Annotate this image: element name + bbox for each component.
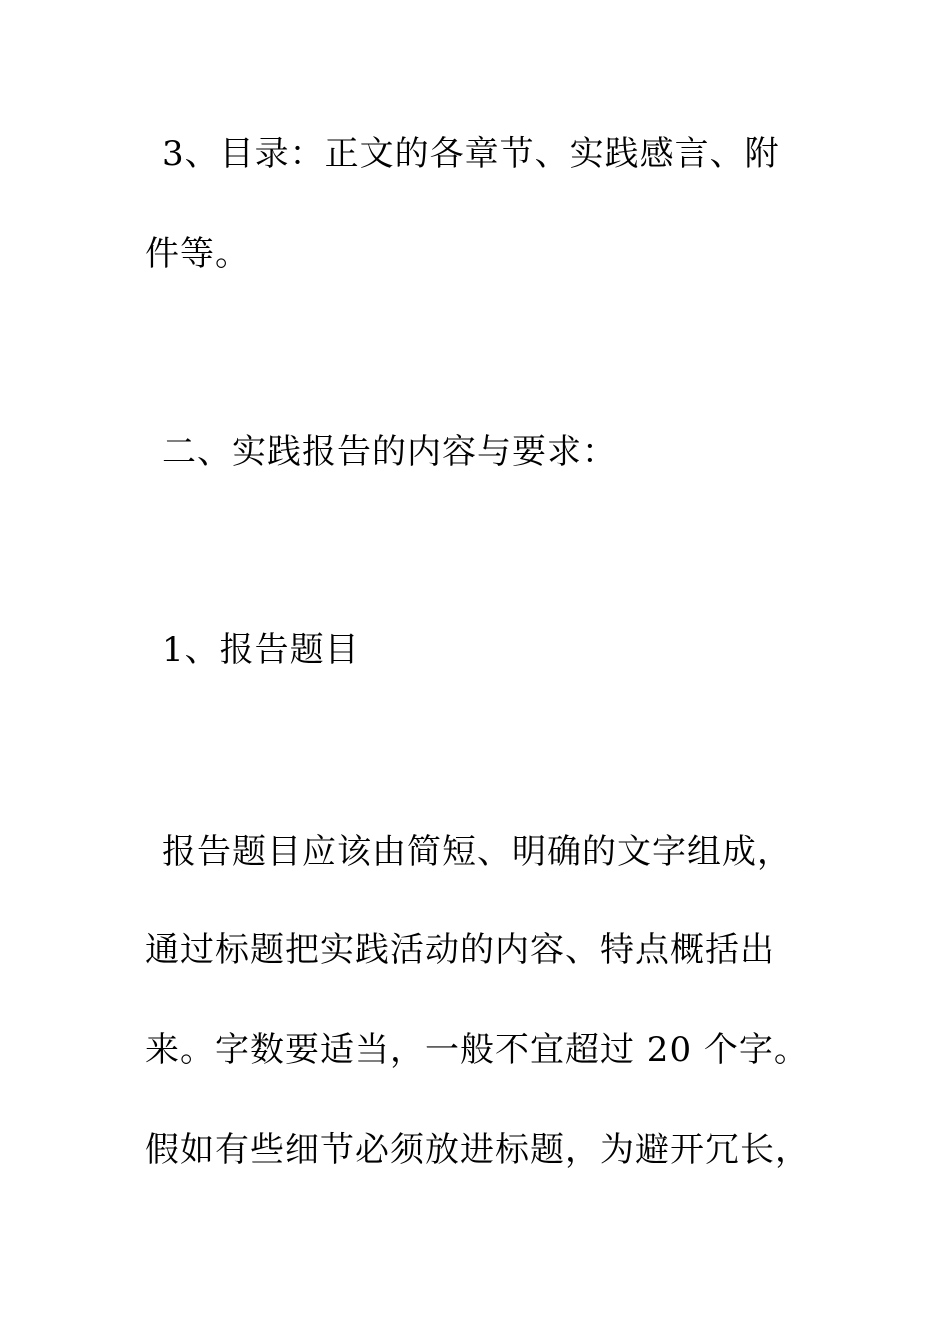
paragraph-line: 来。字数要适当，一般不宜超过 20 个字。 (145, 1030, 809, 1070)
section-heading: 二、实践报告的内容与要求： (162, 432, 617, 472)
paragraph-line: 报告题目应该由简短、明确的文字组成， (162, 832, 792, 872)
subsection-heading: 1、报告题目 (162, 630, 360, 670)
paragraph-line: 通过标题把实践活动的内容、特点概括出 (145, 930, 775, 970)
toc-item-line: 3、目录：正文的各章节、实践感言、附 (162, 134, 780, 174)
paragraph-line: 假如有些细节必须放进标题，为避开冗长， (145, 1130, 810, 1170)
toc-item-line-continued: 件等。 (145, 234, 250, 274)
